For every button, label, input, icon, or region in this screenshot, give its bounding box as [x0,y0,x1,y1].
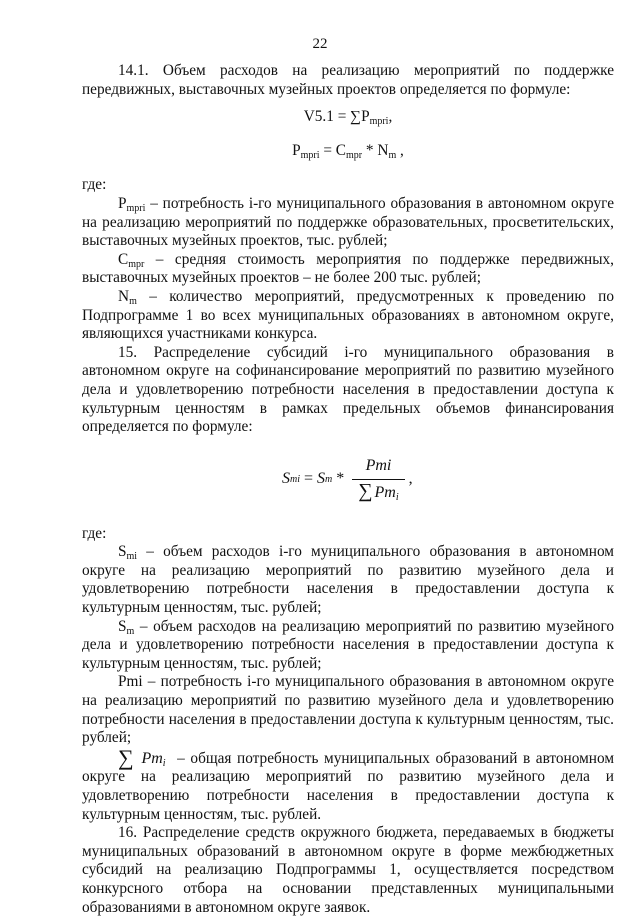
def-symbol: C [118,250,129,268]
formula-pmpri [82,142,614,161]
where-label-2: где: [82,524,107,542]
formula-v51-sub: mpri [369,116,389,128]
fraction-denominator [352,479,404,503]
formula-pmpri-var3: N [377,141,389,159]
def-symbol-sub: m [126,625,135,637]
def-symbol-sub: mpr [128,258,145,270]
formula-smi-s: S [317,470,326,488]
def-symbol-sub: m [129,295,137,307]
definition-cmpr [82,251,614,288]
formula-v51-tail: , [388,108,393,126]
formula-smi-tail: , [408,470,413,488]
formula-v51 [82,108,614,127]
fraction-den-sub: i [395,491,399,503]
def-text: – потребность i-го муниципального образования в автономном округе на реализацию мероприятий по поддержке образовательных, просветительских, выставочных музейных проектов, тыс. рублей; [82,194,614,250]
fraction-numerator: Pmi [365,457,392,475]
definition-nm [82,288,614,344]
paragraph-16: 16. Распределение средств окружного бюджета, передаваемых в бюджеты муниципальных образований в автономном округе в форме межбюджетных субсидий на реализацию Подпрограммы 1, осуществляется посредством конкурсного отбора на основании представленных муниципальными образованиями в автономном округе заявок. [82,824,614,916]
formula-pmpri-eq: = [319,141,336,159]
formula-pmpri-sub3: m [388,149,397,161]
formula-pmpri-sub2: mpr [345,149,363,161]
def-symbol: S [118,543,127,561]
definition-pmpri [82,195,614,251]
formula-smi: S mi = S m * $\frac{\text{Pmi}}{\sum Pm_i}$ , [282,457,413,503]
formula-pmpri-mul: * [362,141,378,159]
def-symbol: N [118,287,130,305]
def-sum-sub: i [162,757,166,769]
definition-sm [82,618,614,674]
def-symbol-sub: mi [126,551,138,563]
page-content [82,62,614,917]
paragraph-15: 15. Распределение субсидий i-го муниципального образования в автономном округе на софинансирование мероприятий по развитию музейного дела и удовлетворению потребности населения в предоставлении доступа к культурным ценностям в рамках предельных объемов финансирования определяется по формуле: [82,343,614,436]
def-text: – количество мероприятий, предусмотренных к проведению по Подпрограмме 1 во всех муниципальных образованиях в автономном округе, являющихся участниками конкурса. [82,287,614,343]
def-text: – потребность i-го муниципального образования в автономном округе на реализацию мероприятий по развитию музейного дела и удовлетворению потребности населения в предоставлении доступа к культурным ценностям, тыс. рублей; [82,673,614,747]
formula-v51-var: P [361,108,370,126]
def-text: – средняя стоимость мероприятия по поддержке передвижных, выставочных музейных проектов – не более 200 тыс. рублей; [82,250,614,287]
formula-smi-mul: * [332,470,349,488]
formula-smi-lhs: S [282,470,290,488]
def-text: – общая потребность муниципальных образований в автономном округе на реализацию мероприятий по развитию музейного дела и удовлетворению потребности населения в предоставлении доступа к культурным ценностям, тыс. рублей. [82,749,615,823]
def-symbol: P [118,194,127,212]
sum-symbol: ∑ [350,108,362,126]
definition-pmi [82,673,614,747]
formula-pmpri-var1: P [292,141,301,159]
page-number: 22 [312,36,328,52]
formula-smi-fraction [352,457,404,502]
sum-symbol: ∑ [118,744,134,770]
where-label-1: где: [82,176,107,194]
def-text: – объем расходов на реализацию мероприятий по развитию музейного дела и удовлетворению потребности населения в предоставлении доступа к культурным ценностям, тыс. рублей; [82,617,614,672]
def-symbol-sub: mpri [126,202,146,214]
def-sum-symbol [118,744,166,770]
definition-smi [82,543,614,617]
formula-pmpri-sub1: mpri [300,149,320,161]
formula-v51-lhs: V5.1 = [303,108,351,126]
fraction-den-var: Pm [374,483,396,501]
def-text: – объем расходов i-го муниципального образования в автономном округе на реализацию мероприятий по развитию музейного дела и удовлетворению потребности населения в предоставлении доступа к культурным ценностям, тыс. рублей; [82,543,614,617]
formula-pmpri-tail: , [396,141,404,159]
formula-pmpri-var2: C [335,141,346,159]
sum-symbol: ∑ [358,479,373,502]
paragraph-14-1: 14.1. Объем расходов на реализацию мероприятий по поддержке передвижных, выставочных музейных проектов определяется по формуле: [82,62,614,98]
formula-smi-eq: = [300,470,318,488]
def-symbol: S [118,617,127,635]
def-sum-var: Pm [141,749,163,767]
def-symbol: Pmi [118,673,143,691]
definition-sum-pmi [82,744,615,824]
